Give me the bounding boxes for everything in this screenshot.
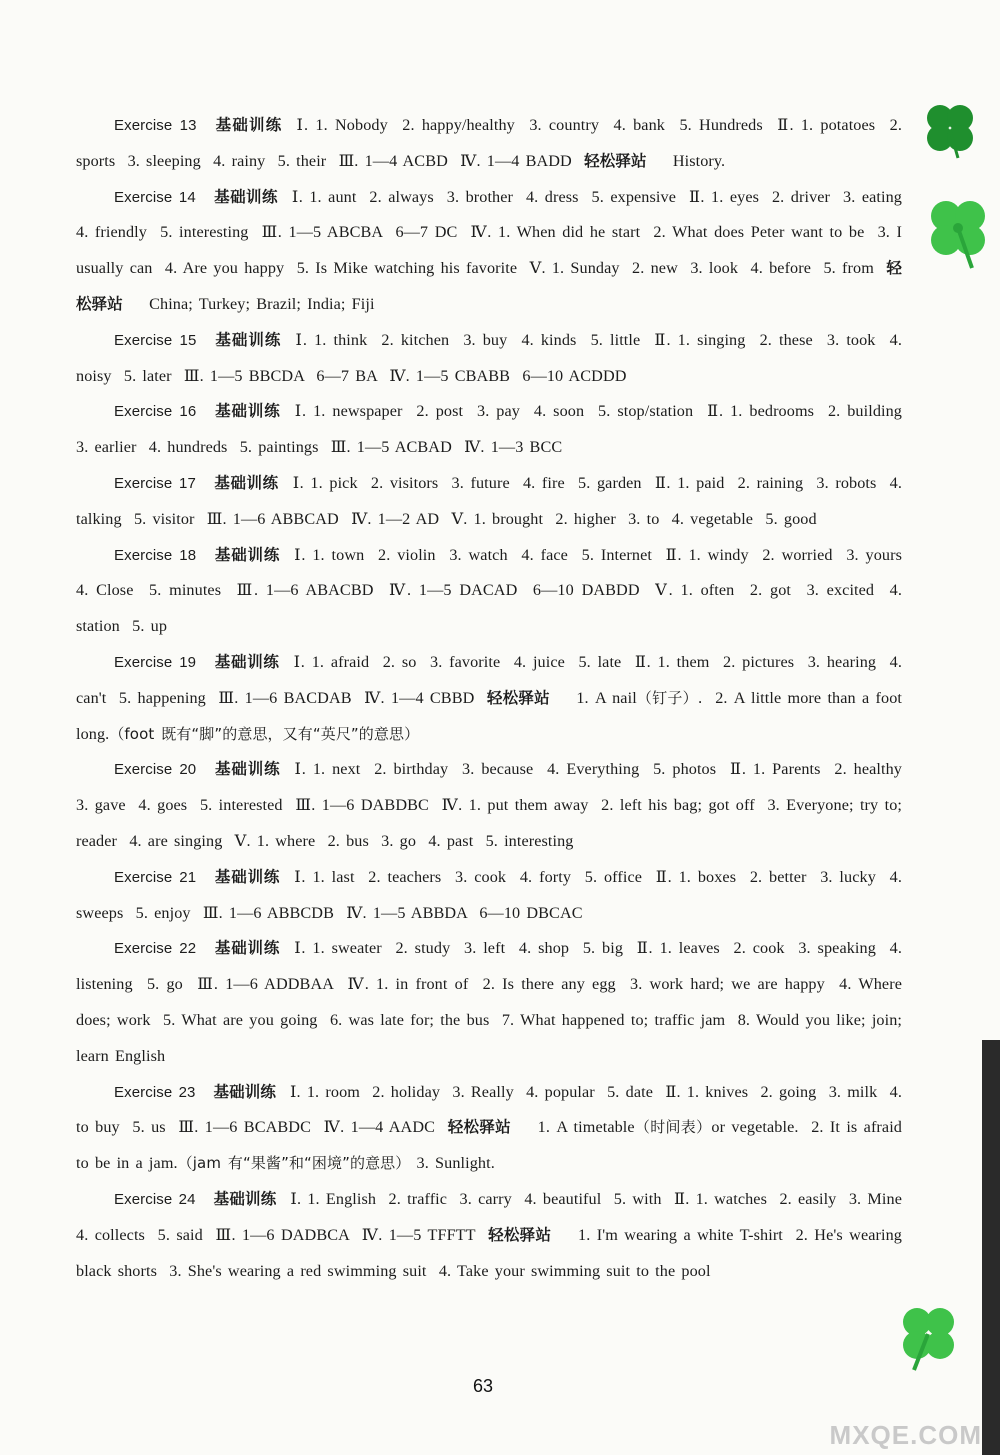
exercise-block	[76, 180, 915, 323]
exercise-label: Exercise 22	[114, 940, 197, 958]
answer-text: 1. A nail	[563, 688, 637, 707]
section-tag: 基础训练	[214, 116, 283, 134]
exercise-block	[76, 394, 915, 466]
bonus-tag: 轻松驿站	[486, 688, 550, 707]
answer-text: Ⅰ. 1. afraid 2. so 3. favorite 4. juice 5. late Ⅱ. 1. them 2. pictures 3. hearing 4. can't 5. happening Ⅲ. 1—6 BACDAB Ⅳ. 1—4 CBBD	[76, 652, 909, 707]
chinese-note: （jam 有“果酱”和“困境”的意思）	[177, 1154, 411, 1173]
answer-text: Ⅰ. 1. room 2. holiday 3. Really 4. popular 5. date Ⅱ. 1. knives 2. going 3. milk 4. to buy 5. us Ⅲ. 1—6 BCABDC Ⅳ. 1—4 AADC	[76, 1082, 909, 1137]
exercise-label: Exercise 17	[114, 474, 196, 492]
answer-text: History.	[660, 151, 726, 170]
answer-text: Ⅰ. 1. newspaper 2. post 3. pay 4. soon 5. stop/station Ⅱ. 1. bedrooms 2. building 3. earlier 4. hundreds 5. paintings Ⅲ. 1—5 ACBAD Ⅳ. 1—3 BCC	[76, 402, 915, 457]
exercise-block	[76, 645, 909, 752]
exercise-label: Exercise 13	[114, 117, 197, 134]
page-edge-shadow	[982, 1040, 1000, 1455]
exercise-block	[76, 860, 909, 932]
answer-text: Ⅰ. 1. Nobody 2. happy/healthy 3. country 4. bank 5. Hundreds Ⅱ. 1. potatoes 2. sports 3. sleeping 4. rainy 5. their Ⅲ. 1—4 ACBD Ⅳ. 1—4 BADD	[76, 116, 909, 170]
section-tag: 基础训练	[214, 760, 281, 779]
exercise-block	[76, 538, 915, 645]
chinese-note: （钉子）.	[636, 688, 703, 707]
section-tag: 基础训练	[214, 330, 282, 349]
answer-text: Ⅰ. 1. pick 2. visitors 3. future 4. fire 5. garden Ⅱ. 1. paid 2. raining 3. robots 4. talking 5. visitor Ⅲ. 1—6 ABBCAD Ⅳ. 1—2 AD Ⅴ. 1. brought 2. higher 3. to 4. vegetable 5. good	[76, 473, 909, 528]
section-tag: 基础训练	[214, 652, 280, 671]
answer-text: Ⅰ. 1. aunt 2. always 3. brother 4. dress 5. expensive Ⅱ. 1. eyes 2. driver 3. eating 4. friendly 5. interesting Ⅲ. 1—5 ABCBA 6—7 DC Ⅳ. 1. When did he start 2. What does Peter want to be 3. I usually can 4. Are you happy 5. Is Mike watching his favorite Ⅴ. 1. Sunday 2. new 3. look 4. before 5. from	[76, 187, 915, 278]
answer-text: 1. A timetable	[524, 1118, 635, 1137]
section-tag: 基础训练	[214, 939, 281, 958]
answer-text: China; Turkey; Brazil; India; Fiji	[136, 294, 375, 313]
exercise-label: Exercise 15	[114, 331, 197, 349]
exercise-block	[76, 931, 909, 1074]
answer-text: Ⅰ. 1. last 2. teachers 3. cook 4. forty 5. office Ⅱ. 1. boxes 2. better 3. lucky 4. sweeps 5. enjoy Ⅲ. 1—6 ABBCDB Ⅳ. 1—5 ABBDA 6—10 DBCAC	[76, 867, 909, 922]
answer-text: or vegetable. 2. It is afraid to be in a jam.	[76, 1118, 909, 1173]
exercise-label: Exercise 20	[114, 761, 197, 779]
clover-icon	[918, 98, 982, 162]
exercise-label: Exercise 19	[114, 653, 197, 671]
clover-icon	[894, 1300, 964, 1372]
watermark: MXQE.COM	[829, 1420, 982, 1450]
section-tag: 基础训练	[214, 402, 281, 421]
answer-content	[76, 108, 915, 1289]
answer-text: 2. A little more than a foot long.	[76, 688, 909, 743]
bonus-tag: 轻松驿站	[488, 1225, 552, 1244]
exercise-block	[76, 1075, 909, 1182]
exercise-label: Exercise 18	[114, 546, 197, 564]
section-tag: 基础训练	[214, 867, 281, 886]
exercise-block	[76, 466, 909, 538]
exercise-label: Exercise 24	[114, 1190, 196, 1208]
section-tag: 基础训练	[213, 1082, 277, 1101]
answer-text: Ⅰ. 1. town 2. violin 3. watch 4. face 5. Internet Ⅱ. 1. windy 2. worried 3. yours 4. Close 5. minutes Ⅲ. 1—6 ABACBD Ⅳ. 1—5 DACAD 6—10 DABDD Ⅴ. 1. often 2. got 3. excited 4. station 5. up	[76, 545, 915, 636]
exercise-label: Exercise 21	[114, 868, 197, 886]
exercise-label: Exercise 23	[114, 1083, 196, 1101]
exercise-label: Exercise 16	[114, 403, 197, 421]
page-number: 63	[472, 1376, 494, 1396]
answer-text: 1. I'm wearing a white T-shirt 2. He's wearing black shorts 3. She's wearing a red swimming suit 4. Take your swimming suit to the pool	[76, 1225, 909, 1280]
clover-icon	[920, 192, 998, 272]
answer-text: Ⅰ. 1. English 2. traffic 3. carry 4. beautiful 5. with Ⅱ. 1. watches 2. easily 3. Mine 4. collects 5. said Ⅲ. 1—6 DADBCA Ⅳ. 1—5 TFFTT	[76, 1189, 915, 1244]
section-tag: 基础训练	[213, 1189, 277, 1208]
answer-text: 3. Sunlight.	[410, 1154, 495, 1173]
exercise-block	[76, 752, 915, 859]
answer-text: Ⅰ. 1. sweater 2. study 3. left 4. shop 5. big Ⅱ. 1. leaves 2. cook 3. speaking 4. listening 5. go Ⅲ. 1—6 ADDBAA Ⅳ. 1. in front of 2. Is there any egg 3. work hard; we are happy 4. Where does; work 5. What are you going 6. was late for; the bus 7. What happened to; traffic jam 8. Would you like; join; learn English	[76, 939, 909, 1065]
bonus-tag: 轻松驿站	[76, 259, 902, 313]
answer-text: Ⅰ. 1. think 2. kitchen 3. buy 4. kinds 5. little Ⅱ. 1. singing 2. these 3. took 4. noisy 5. later Ⅲ. 1—5 BBCDA 6—7 BA Ⅳ. 1—5 CBABB 6—10 ACDDD	[76, 330, 909, 385]
chinese-note: （foot 既有“脚”的意思，又有“英尺”的意思）	[109, 724, 420, 743]
section-tag: 基础训练	[214, 545, 281, 564]
section-tag: 基础训练	[213, 187, 278, 206]
exercise-block	[76, 1182, 915, 1289]
section-tag: 基础训练	[213, 473, 279, 492]
bonus-tag: 轻松驿站	[584, 151, 647, 170]
bonus-tag: 轻松驿站	[447, 1118, 511, 1137]
exercise-block	[76, 108, 909, 180]
chinese-note: （时间表）	[634, 1118, 712, 1137]
exercise-block	[76, 323, 909, 395]
exercise-label: Exercise 14	[114, 188, 196, 206]
answer-text: Ⅰ. 1. next 2. birthday 3. because 4. Everything 5. photos Ⅱ. 1. Parents 2. healthy 3. gave 4. goes 5. interested Ⅲ. 1—6 DABDBC Ⅳ. 1. put them away 2. left his bag; got off 3. Everyone; try to; reader 4. are singing Ⅴ. 1. where 2. bus 3. go 4. past 5. interesting	[76, 760, 915, 850]
